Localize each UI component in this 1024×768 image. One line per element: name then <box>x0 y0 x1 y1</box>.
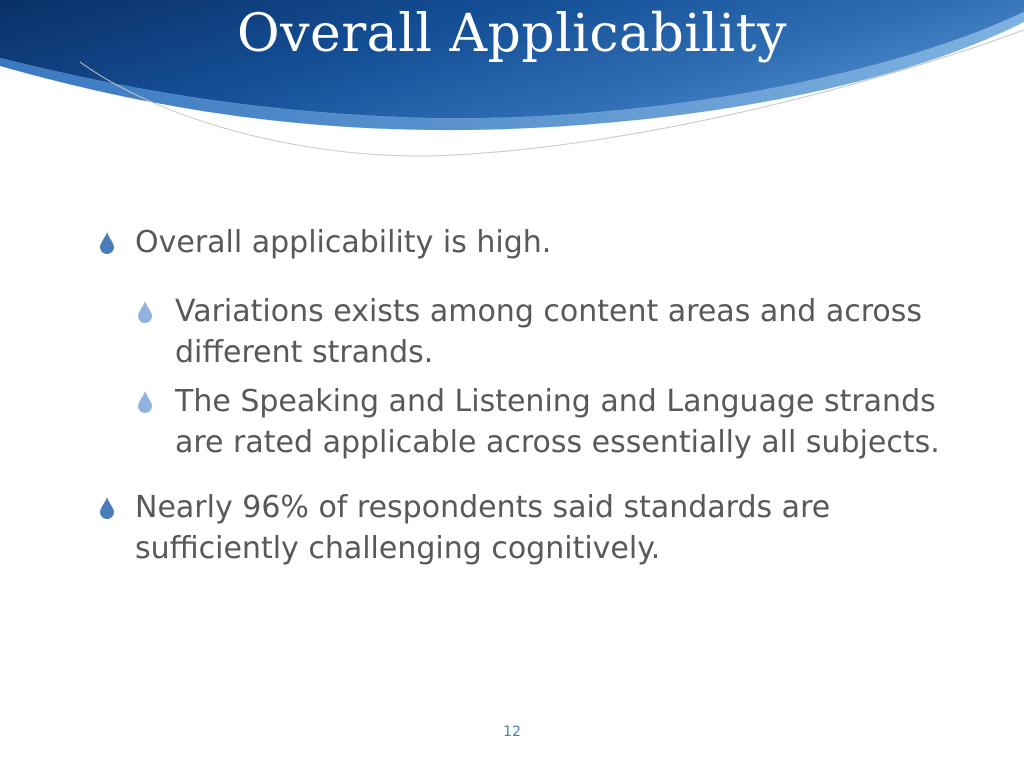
bullet-text: Overall applicability is high. <box>135 225 552 260</box>
slide-title: Overall Applicability <box>237 4 787 64</box>
sub-bullet-item <box>100 291 960 373</box>
droplet-icon <box>100 232 114 254</box>
droplet-icon <box>100 497 114 519</box>
droplet-icon <box>138 391 152 413</box>
sub-bullet-item <box>100 381 960 463</box>
bullet-item <box>100 222 960 263</box>
bullet-text: Variations exists among content areas and across different strands. <box>175 294 922 370</box>
droplet-icon <box>138 301 152 323</box>
bullet-text: The Speaking and Listening and Language strands are rated applicable across essentially all subjects. <box>175 384 940 460</box>
bullet-item <box>100 487 960 569</box>
bullet-text: Nearly 96% of respondents said standards are sufficiently challenging cognitively. <box>135 490 831 566</box>
page-number: 12 <box>503 724 521 740</box>
bullet-list <box>100 222 960 569</box>
